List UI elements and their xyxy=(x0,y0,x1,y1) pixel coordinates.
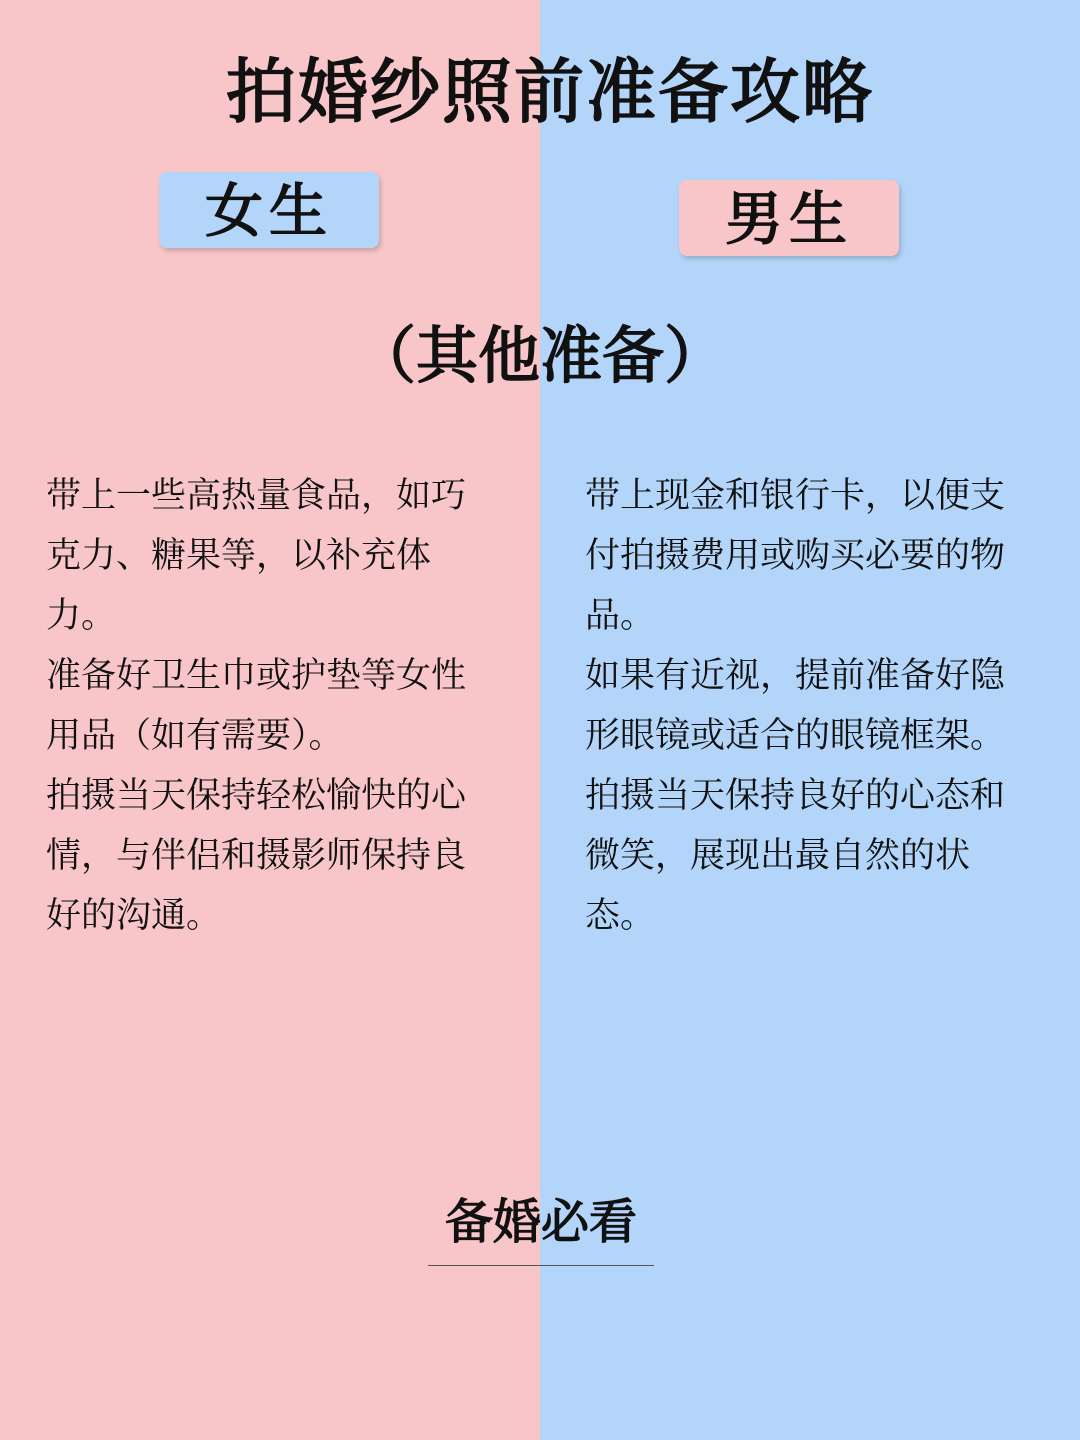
female-tip-1: 带上一些高热量食品，如巧克力、糖果等，以补充体力。 xyxy=(46,476,467,636)
female-tip-3: 拍摄当天保持轻松愉快的心情，与伴侣和摄影师保持良好的沟通。 xyxy=(46,776,467,936)
male-tips-column xyxy=(585,466,1025,946)
footer-caption: 备婚必看 xyxy=(444,1194,637,1250)
female-tip-2: 准备好卫生巾或护垫等女性用品（如有需要）。 xyxy=(46,656,467,756)
female-tips-column xyxy=(46,466,486,946)
section-subtitle: （其他准备） xyxy=(353,319,726,392)
page-title: 拍婚纱照前准备攻略 xyxy=(226,51,874,133)
male-tip-1: 带上现金和银行卡，以便支付拍摄费用或购买必要的物品。 xyxy=(585,476,1006,636)
male-tag: 男生 xyxy=(679,180,899,256)
male-tip-3: 拍摄当天保持良好的心态和微笑，展现出最自然的状态。 xyxy=(585,776,1006,936)
male-tip-2: 如果有近视，提前准备好隐形眼镜或适合的眼镜框架。 xyxy=(585,656,1006,756)
footer-underline xyxy=(428,1265,654,1266)
female-tag: 女生 xyxy=(159,172,379,248)
